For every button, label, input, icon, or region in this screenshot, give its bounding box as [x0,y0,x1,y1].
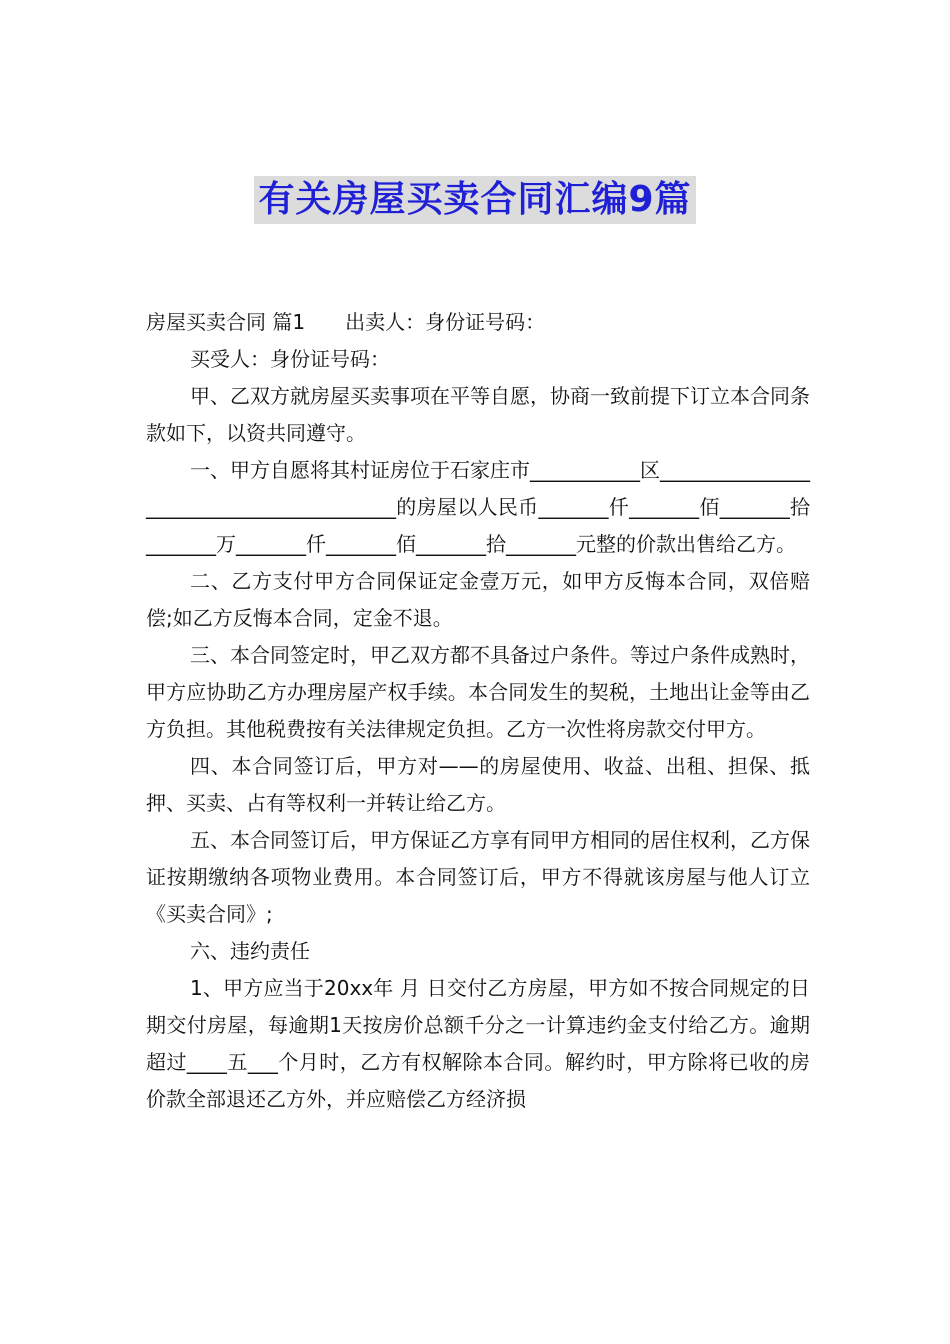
paragraph-clause-3: 三、本合同签定时，甲乙双方都不具备过户条件。等过户条件成熟时，甲方应协助乙方办理房屋产权手续。本合同发生的契税，土地出让金等由乙方负担。其他税费按有关法律规定负担。乙方一次性将房款交付甲方。 [146,643,810,741]
paragraph-clause-6-heading: 六、违约责任 [190,939,310,963]
document-title: 有关房屋买卖合同汇编9篇 [254,176,695,224]
paragraph-clause-4: 四、本合同签订后，甲方对——的房屋使用、收益、出租、担保、抵押、买卖、占有等权利一并转让给乙方。 [146,754,810,815]
paragraph-buyer: 买受人：身份证号码： [190,347,390,371]
title-container [0,176,950,224]
paragraph-clause-6-1: 1、甲方应当于20xx年 月 日交付乙方房屋，甲方如不按合同规定的日期交付房屋，每逾期1天按房价总额千分之一计算违约金支付给乙方。逾期超过____五___个月时，乙方有权解除本合同。解约时，甲方除将已收的房价款全部退还乙方外，并应赔偿乙方经济损 [146,976,810,1111]
paragraph-clause-1: 一、甲方自愿将其村证房位于石家庄市___________区________________________________________的房屋以人民币_______仟_______佰_______拾_______万_______仟_______佰_______拾_______元整的价款出售给乙方。 [146,458,810,556]
paragraph-heading: 房屋买卖合同 篇1 出卖人：身份证号码： [146,310,546,334]
paragraph-preamble: 甲、乙双方就房屋买卖事项在平等自愿，协商一致前提下订立本合同条款如下，以资共同遵守。 [146,384,810,445]
paragraph-clause-5: 五、本合同签订后，甲方保证乙方享有同甲方相同的居住权利，乙方保证按期缴纳各项物业费用。本合同签订后，甲方不得就该房屋与他人订立《买卖合同》; [146,828,810,926]
document-body [146,304,810,1118]
paragraph-clause-2: 二、乙方支付甲方合同保证定金壹万元，如甲方反悔本合同，双倍赔偿;如乙方反悔本合同，定金不退。 [146,569,810,630]
